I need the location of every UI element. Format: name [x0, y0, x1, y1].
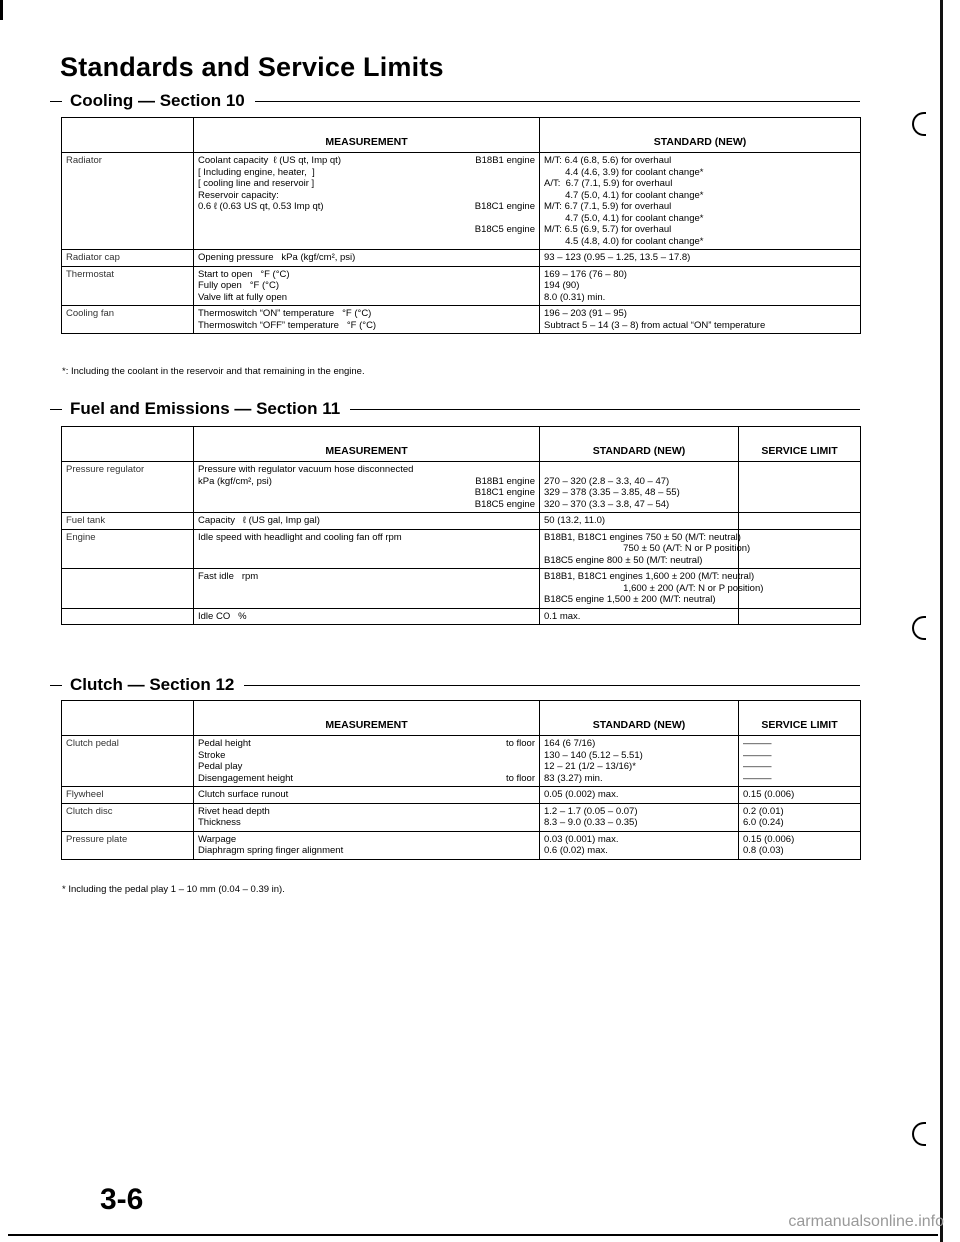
engine-label: B18C5 engine — [474, 224, 535, 235]
table-row — [62, 153, 861, 250]
heading-tick — [50, 685, 62, 686]
page-number: 3-6 — [100, 1183, 144, 1216]
table-row — [62, 250, 861, 267]
binder-hole-icon — [912, 616, 926, 640]
measurement-line — [198, 773, 535, 785]
column-header-measurement: MEASUREMENT — [194, 427, 540, 462]
column-header-service-limit: SERVICE LIMIT — [739, 427, 861, 462]
service-limit-line: 0.8 (0.03) — [743, 845, 784, 856]
column-header-measurement: MEASUREMENT — [194, 701, 540, 736]
table-row — [62, 462, 861, 513]
measurement-text: 0.6 ℓ (0.63 US qt, 0.53 Imp qt) — [198, 201, 324, 212]
service-limit-line: 6.0 (0.24) — [743, 817, 784, 828]
standard-cell — [540, 513, 739, 530]
standard-cell — [540, 803, 739, 831]
fuel-spec-table — [61, 426, 861, 625]
measurement-text: Stroke — [198, 749, 226, 761]
standard-line: 4.7 (5.0, 4.1) for coolant change* — [544, 212, 704, 224]
standard-cell — [540, 306, 861, 334]
measurement-text: Pressure with regulator vacuum hose disconnected — [198, 464, 414, 475]
service-limit-line: ——— — [743, 749, 772, 761]
item-cell: Pressure regulator — [62, 462, 194, 513]
standard-line — [544, 464, 734, 476]
service-limit-line: 0.15 (0.006) — [743, 833, 795, 845]
measurement-text: Clutch surface runout — [198, 789, 289, 800]
engine-label: B18C1 engine — [474, 201, 535, 212]
measurement-line — [198, 750, 535, 762]
service-limit-line: 0.15 (0.006) — [743, 789, 795, 800]
measurement-line — [198, 464, 535, 476]
measurement-text: Disengagement height — [198, 772, 294, 784]
table-row — [62, 266, 861, 306]
measurement-line — [198, 532, 535, 544]
standard-line: 169 – 176 (76 – 80) — [544, 268, 627, 280]
column-header-service-limit: SERVICE LIMIT — [739, 701, 861, 736]
measurement-text: Thickness — [198, 817, 241, 828]
measurement-cell — [194, 250, 540, 267]
column-header-blank — [62, 118, 194, 153]
measurement-text: Idle speed with headlight and cooling fan off rpm — [198, 531, 402, 543]
measurement-cell — [194, 266, 540, 306]
watermark: carmanualsonline.info — [788, 1213, 944, 1230]
heading-rule — [350, 409, 860, 410]
item-cell: Thermostat — [62, 266, 194, 306]
standard-line: 0.05 (0.002) max. — [544, 789, 619, 800]
standard-line: 194 (90) — [544, 280, 580, 291]
measurement-line — [198, 308, 535, 320]
measurement-text: Idle CO % — [198, 610, 247, 622]
item-cell: Radiator cap — [62, 250, 194, 267]
engine-label: B18B1 engine — [475, 475, 535, 487]
service-limit-cell — [739, 831, 861, 859]
measurement-text: Start to open °F (°C) — [198, 268, 290, 280]
measurement-text: Pedal play — [198, 761, 243, 772]
standard-line: 1,600 ± 200 (A/T: N or P position) — [544, 582, 764, 594]
item-cell: Flywheel — [62, 787, 194, 804]
standard-line: M/T: 6.5 (6.9, 5.7) for overhaul — [544, 224, 672, 235]
heading-tick — [50, 101, 62, 102]
measurement-cell — [194, 153, 540, 250]
measurement-cell — [194, 513, 540, 530]
cooling-section-title: Cooling — Section 10 — [70, 91, 245, 110]
standard-cell — [540, 787, 739, 804]
standard-cell — [540, 831, 739, 859]
service-limit-cell — [739, 736, 861, 787]
measurement-line — [198, 292, 535, 304]
service-limit-cell — [739, 529, 861, 569]
service-limit-line: 0.2 (0.01) — [743, 805, 784, 817]
measurement-cell — [194, 306, 540, 334]
clutch-spec-table — [61, 700, 861, 860]
standard-line: 83 (3.27) min. — [544, 772, 603, 784]
measurement-line — [198, 476, 535, 488]
standard-line: 130 – 140 (5.12 – 5.51) — [544, 749, 643, 761]
measurement-line — [198, 201, 535, 213]
standard-line: 12 – 21 (1/2 – 13/16)* — [544, 761, 636, 772]
standard-line: Subtract 5 – 14 (3 – 8) from actual “ON” temperature — [544, 319, 766, 331]
clutch-footnote: * Including the pedal play 1 – 10 mm (0.04 – 0.39 in). — [62, 884, 285, 895]
page-bottom-edge — [8, 1234, 938, 1236]
fuel-section-heading — [50, 398, 860, 420]
standard-line: 750 ± 50 (A/T: N or P position) — [544, 543, 751, 554]
standard-line: 320 – 370 (3.3 – 3.8, 47 – 54) — [544, 498, 670, 510]
service-limit-cell — [739, 787, 861, 804]
measurement-line — [198, 178, 535, 190]
item-cell: Fuel tank — [62, 513, 194, 530]
measurement-cell — [194, 462, 540, 513]
measurement-text: Reservoir capacity: — [198, 189, 279, 201]
standard-line: M/T: 6.4 (6.8, 5.6) for overhaul — [544, 155, 672, 166]
item-cell — [62, 569, 194, 609]
measurement-text: Pedal height — [198, 738, 251, 749]
standard-line: 164 (6 7/16) — [544, 738, 596, 749]
engine-label: to floor — [505, 772, 535, 784]
standard-line: 4.4 (4.6, 3.9) for coolant change* — [544, 166, 704, 178]
table-row — [62, 513, 861, 530]
column-header-blank — [62, 427, 194, 462]
measurement-line — [198, 738, 535, 750]
column-header-standard: STANDARD (NEW) — [540, 427, 739, 462]
page-edge-shadow — [940, 0, 943, 1242]
standard-line: B18B1, B18C1 engines 750 ± 50 (M/T: neutral) — [544, 531, 741, 543]
clutch-section-heading — [50, 674, 860, 696]
measurement-text: kPa (kgf/cm², psi) — [198, 475, 272, 487]
table-row — [62, 787, 861, 804]
measurement-line — [198, 190, 535, 202]
measurement-line — [198, 845, 535, 857]
standard-line: 0.1 max. — [544, 610, 581, 622]
standard-line: 0.03 (0.001) max. — [544, 833, 619, 845]
measurement-text: [ cooling line and reservoir ] — [198, 178, 315, 189]
item-cell: Radiator — [62, 153, 194, 250]
standard-cell — [540, 250, 861, 267]
measurement-line — [198, 834, 535, 846]
standard-line: A/T: 6.7 (7.1, 5.9) for overhaul — [544, 178, 673, 189]
service-limit-line: ——— — [743, 761, 772, 772]
standard-cell — [540, 608, 739, 625]
standard-line: 196 – 203 (91 – 95) — [544, 308, 627, 319]
measurement-line — [198, 487, 535, 499]
standard-line: 4.5 (4.8, 4.0) for coolant change* — [544, 235, 704, 247]
table-row — [62, 803, 861, 831]
measurement-line — [198, 155, 535, 167]
measurement-text: Fully open °F (°C) — [198, 280, 279, 291]
binder-hole-icon — [912, 1122, 926, 1146]
item-cell: Pressure plate — [62, 831, 194, 859]
binder-hole-icon — [912, 112, 926, 136]
measurement-line — [198, 789, 535, 801]
standard-line: 270 – 320 (2.8 – 3.3, 40 – 47) — [544, 475, 670, 487]
measurement-cell — [194, 831, 540, 859]
measurement-text: Coolant capacity ℓ (US qt, Imp qt) — [198, 155, 341, 166]
page-title: Standards and Service Limits — [60, 52, 444, 82]
column-header-blank — [62, 701, 194, 736]
measurement-text: Capacity ℓ (US gal, Imp gal) — [198, 515, 320, 526]
standard-line: 8.0 (0.31) min. — [544, 291, 606, 303]
measurement-text: Rivet head depth — [198, 805, 270, 817]
measurement-text: [ Including engine, heater, ] — [198, 166, 315, 178]
standard-line: B18C5 engine 1,500 ± 200 (M/T: neutral) — [544, 594, 716, 605]
standard-cell — [540, 462, 739, 513]
measurement-text: Thermoswitch “ON” temperature °F (°C) — [198, 308, 372, 319]
standard-line: 50 (13.2, 11.0) — [544, 515, 606, 526]
table-row — [62, 306, 861, 334]
measurement-line — [198, 611, 535, 623]
service-limit-line: ——— — [743, 772, 772, 784]
column-header-measurement: MEASUREMENT — [194, 118, 540, 153]
heading-rule — [255, 101, 860, 102]
measurement-line — [198, 320, 535, 332]
measurement-cell — [194, 787, 540, 804]
measurement-line — [198, 213, 535, 225]
measurement-line — [198, 499, 535, 511]
engine-label: B18B1 engine — [475, 155, 535, 166]
measurement-line — [198, 806, 535, 818]
measurement-text: Thermoswitch “OFF” temperature °F (°C) — [198, 319, 377, 331]
measurement-text: Valve lift at fully open — [198, 291, 288, 303]
measurement-line — [198, 224, 535, 236]
table-row — [62, 736, 861, 787]
column-header-standard: STANDARD (NEW) — [540, 118, 861, 153]
measurement-line — [198, 280, 535, 292]
standard-cell — [540, 529, 751, 569]
heading-tick — [50, 409, 62, 410]
engine-label: B18C1 engine — [474, 487, 535, 498]
cooling-section-heading — [50, 90, 860, 112]
table-row — [62, 569, 861, 609]
table-row — [62, 608, 861, 625]
service-limit-cell — [739, 462, 861, 513]
cooling-footnote: *: Including the coolant in the reservoir and that remaining in the engine. — [62, 366, 365, 377]
measurement-cell — [194, 529, 540, 569]
table-row — [62, 529, 861, 569]
clutch-section-title: Clutch — Section 12 — [70, 675, 235, 694]
measurement-cell — [194, 608, 540, 625]
measurement-line — [198, 515, 535, 527]
measurement-line — [198, 761, 535, 773]
measurement-line — [198, 571, 535, 583]
measurement-line — [198, 167, 535, 179]
fuel-section-title: Fuel and Emissions — Section 11 — [70, 399, 341, 418]
standard-cell — [540, 736, 739, 787]
measurement-text: Warpage — [198, 833, 237, 845]
left-edge-mark — [0, 0, 3, 20]
standard-cell — [540, 569, 764, 609]
service-limit-cell — [739, 608, 861, 625]
standard-line: 0.6 (0.02) max. — [544, 845, 608, 856]
measurement-line — [198, 269, 535, 281]
item-cell: Cooling fan — [62, 306, 194, 334]
column-header-standard: STANDARD (NEW) — [540, 701, 739, 736]
measurement-cell — [194, 803, 540, 831]
table-row — [62, 831, 861, 859]
measurement-text: Diaphragm spring finger alignment — [198, 845, 344, 856]
standard-line: 93 – 123 (0.95 – 1.25, 13.5 – 17.8) — [544, 252, 691, 263]
item-cell — [62, 608, 194, 625]
standard-line: 329 – 378 (3.35 – 3.85, 48 – 55) — [544, 487, 680, 498]
standard-line: 4.7 (5.0, 4.1) for coolant change* — [544, 189, 704, 201]
measurement-line — [198, 252, 535, 264]
measurement-text: Opening pressure kPa (kgf/cm², psi) — [198, 252, 356, 263]
measurement-text: Fast idle rpm — [198, 571, 259, 582]
standard-line: M/T: 6.7 (7.1, 5.9) for overhaul — [544, 201, 672, 212]
measurement-cell — [194, 736, 540, 787]
item-cell: Clutch pedal — [62, 736, 194, 787]
service-limit-line: ——— — [743, 738, 772, 749]
standard-cell — [540, 153, 861, 250]
engine-label: B18C5 engine — [474, 498, 535, 510]
standard-line: 1.2 – 1.7 (0.05 – 0.07) — [544, 805, 638, 817]
standard-line: B18B1, B18C1 engines 1,600 ± 200 (M/T: neutral) — [544, 571, 755, 582]
service-limit-cell — [739, 803, 861, 831]
service-limit-cell — [739, 513, 861, 530]
item-cell: Engine — [62, 529, 194, 569]
measurement-line — [198, 817, 535, 829]
standard-cell — [540, 266, 861, 306]
heading-rule — [244, 685, 860, 686]
engine-label: to floor — [505, 738, 535, 749]
cooling-spec-table — [61, 117, 861, 334]
measurement-cell — [194, 569, 540, 609]
standard-line: 8.3 – 9.0 (0.33 – 0.35) — [544, 817, 638, 828]
standard-line: B18C5 engine 800 ± 50 (M/T: neutral) — [544, 554, 703, 566]
item-cell: Clutch disc — [62, 803, 194, 831]
